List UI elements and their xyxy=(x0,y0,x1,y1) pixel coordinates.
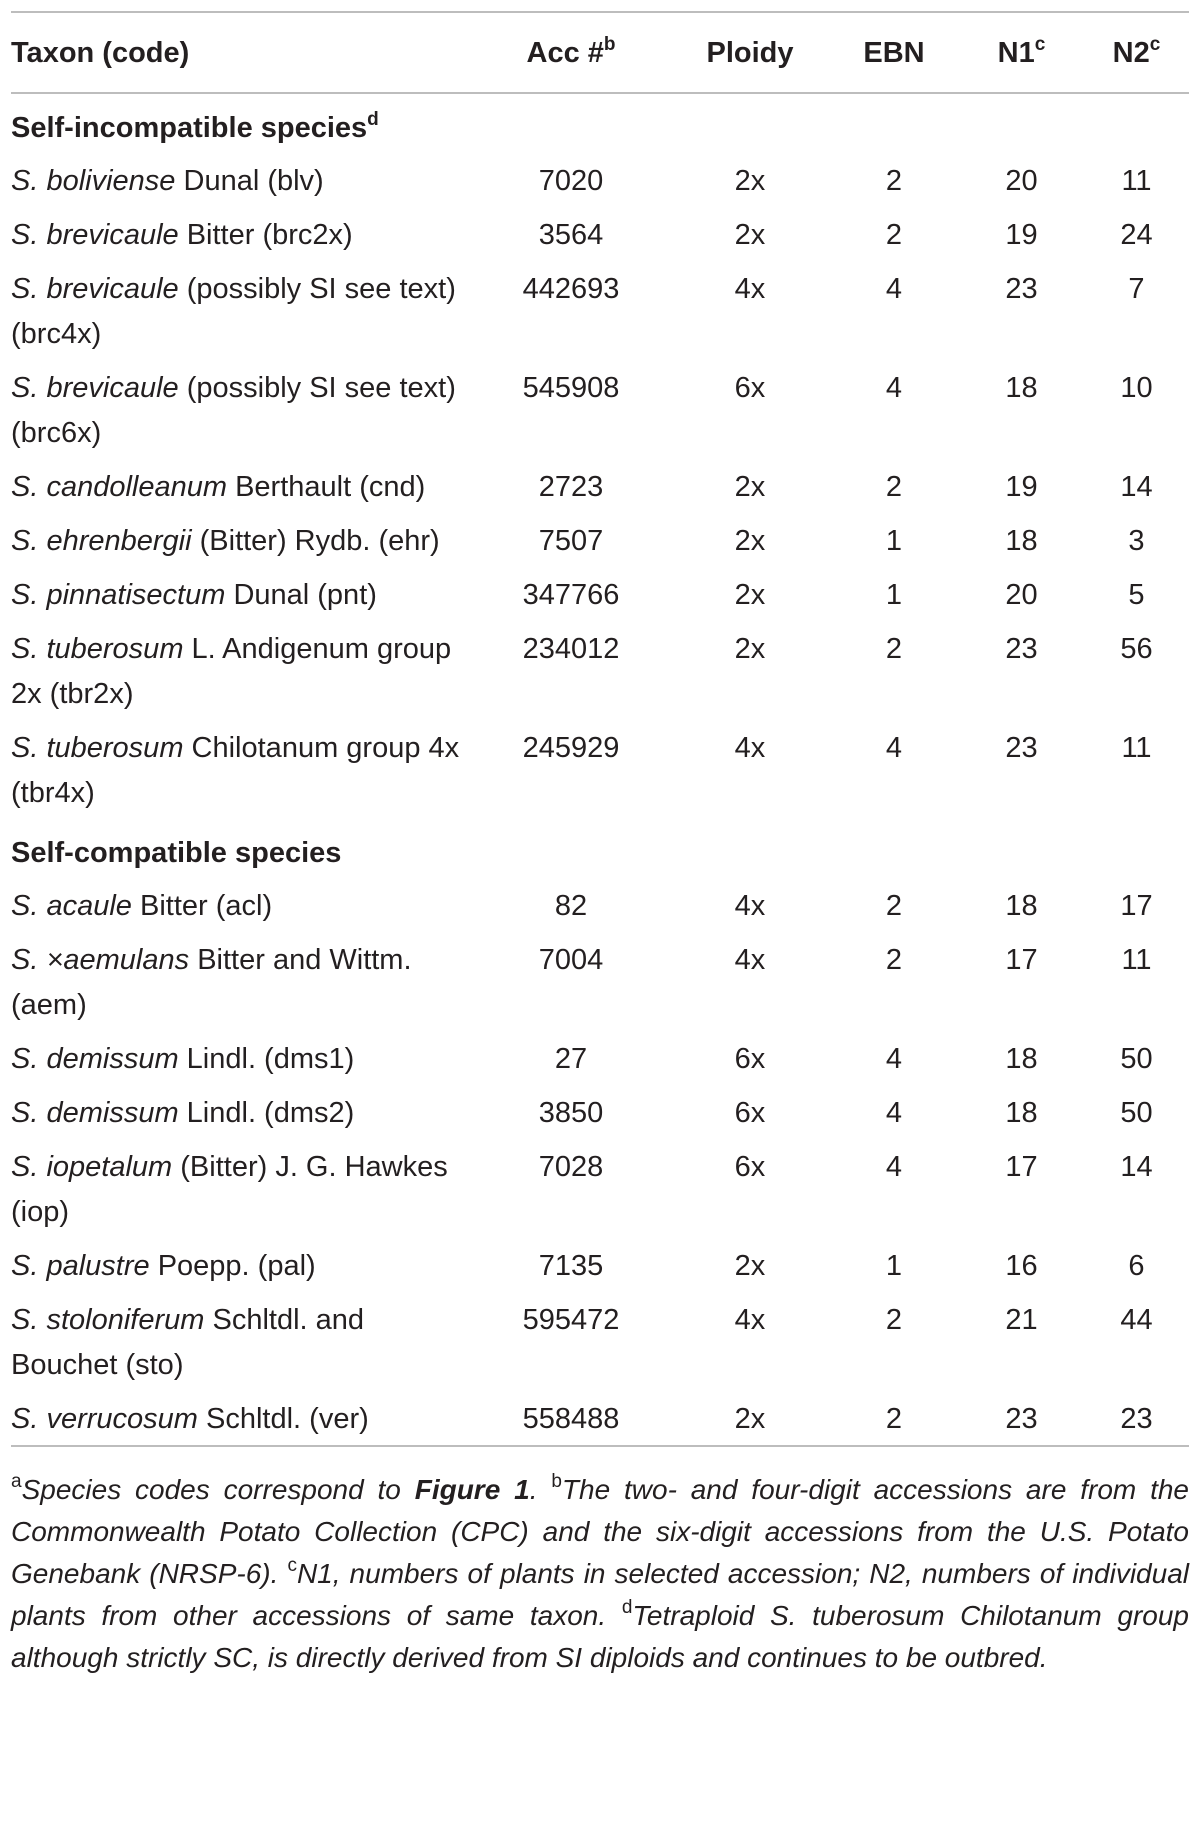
cell-ebn: 2 xyxy=(885,219,903,251)
cell-taxon xyxy=(11,1031,471,1085)
header-taxon: Taxon (code) xyxy=(11,36,190,69)
cell-ebn: 2 xyxy=(885,165,903,197)
section-header-row xyxy=(11,819,1189,878)
table-row xyxy=(11,459,1189,513)
cell-taxon xyxy=(11,1238,471,1292)
table-row xyxy=(11,1031,1189,1085)
cell-ploidy: 2x xyxy=(734,633,766,665)
cell-ploidy: 4x xyxy=(734,890,766,922)
cell-acc: 558488 xyxy=(522,1403,620,1435)
cell-ebn: 2 xyxy=(885,944,903,976)
cell-n1: 20 xyxy=(1005,579,1038,611)
cell-n2: 50 xyxy=(1120,1097,1153,1129)
table-row xyxy=(11,261,1189,360)
cell-acc: 545908 xyxy=(522,372,620,404)
taxon-authority-code: Dunal (blv) xyxy=(175,165,324,197)
cell-acc: 3850 xyxy=(538,1097,604,1129)
header-acc: Acc #$^b$ xyxy=(526,33,616,69)
species-name: S. brevicaule xyxy=(11,372,179,404)
cell-taxon xyxy=(11,459,471,513)
footnote-a-mark: a xyxy=(11,1471,22,1492)
taxon-authority-code: Bitter and Wittm. (aem) xyxy=(11,944,412,1021)
cell-n1: 20 xyxy=(1005,165,1038,197)
species-name: S. acaule xyxy=(11,890,132,922)
cell-n2: 7 xyxy=(1128,273,1145,305)
cell-n2: 14 xyxy=(1120,1151,1153,1183)
cell-n2: 11 xyxy=(1121,732,1152,764)
header-ebn: EBN xyxy=(863,36,925,69)
species-name: S. iopetalum xyxy=(11,1151,173,1183)
taxon-authority-code: Poepp. (pal) xyxy=(149,1250,316,1282)
cell-taxon xyxy=(11,932,471,1031)
table-row xyxy=(11,513,1189,567)
cell-n2: 6 xyxy=(1128,1250,1145,1282)
cell-n2: 11 xyxy=(1121,944,1152,976)
table-body xyxy=(11,94,1189,1445)
cell-ebn: 4 xyxy=(885,273,903,305)
species-name: S. palustre xyxy=(11,1250,150,1282)
cell-taxon xyxy=(11,720,471,819)
cell-acc: 82 xyxy=(554,890,588,922)
cell-n1: 23 xyxy=(1005,1403,1038,1435)
cell-ploidy: 6x xyxy=(734,1043,766,1075)
species-name: S. verrucosum xyxy=(11,1403,198,1435)
cell-n2: 5 xyxy=(1128,579,1145,611)
taxon-authority-code: L. Andigenum group 2x (tbr2x) xyxy=(11,633,452,710)
taxon-authority-code: (possibly SI see text) (brc6x) xyxy=(11,372,456,449)
cell-ebn: 2 xyxy=(885,471,903,503)
cell-ploidy: 2x xyxy=(734,579,766,611)
cell-acc: 2723 xyxy=(538,471,604,503)
table-row xyxy=(11,1238,1189,1292)
cell-taxon xyxy=(11,1292,471,1391)
cell-acc: 7020 xyxy=(538,165,604,197)
cell-taxon xyxy=(11,1085,471,1139)
cell-acc: 7135 xyxy=(538,1250,604,1282)
cell-acc: 245929 xyxy=(522,732,620,764)
cell-taxon xyxy=(11,261,471,360)
cell-n1: 18 xyxy=(1005,1043,1038,1075)
cell-taxon xyxy=(11,567,471,621)
cell-acc: 595472 xyxy=(522,1304,620,1336)
cell-n1: 18 xyxy=(1005,890,1038,922)
cell-n2: 10 xyxy=(1120,372,1153,404)
taxon-authority-code: (Bitter) J. G. Hawkes (iop) xyxy=(11,1151,448,1228)
cell-n2: 44 xyxy=(1120,1304,1153,1336)
cell-ebn: 4 xyxy=(885,1097,903,1129)
cell-ebn: 4 xyxy=(885,1043,903,1075)
cell-ebn: 1 xyxy=(885,1250,903,1282)
cell-ebn: 2 xyxy=(885,1403,903,1435)
taxon-authority-code: Schltdl. and Bouchet (sto) xyxy=(11,1304,365,1381)
table-row xyxy=(11,932,1189,1031)
cell-acc: 3564 xyxy=(538,219,604,251)
cell-taxon xyxy=(11,878,471,932)
section-title-text: Self-incompatible species xyxy=(11,112,368,144)
species-name: S. candolleanum xyxy=(11,471,228,503)
cell-n1: 19 xyxy=(1005,471,1038,503)
header-n2: N2$^c$ xyxy=(1112,33,1161,69)
cell-n2: 3 xyxy=(1128,525,1145,557)
cell-n1: 23 xyxy=(1005,633,1038,665)
cell-ploidy: 2x xyxy=(734,219,766,251)
cell-acc: 7028 xyxy=(538,1151,604,1183)
cell-ploidy: 2x xyxy=(734,1250,766,1282)
section-title xyxy=(11,819,1189,878)
cell-ploidy: 4x xyxy=(734,732,766,764)
section-header-row xyxy=(11,94,1189,153)
cell-acc: 7507 xyxy=(538,525,604,557)
species-name: S. pinnatisectum xyxy=(11,579,226,611)
cell-acc: 27 xyxy=(554,1043,588,1075)
cell-ploidy: 2x xyxy=(734,1403,766,1435)
cell-n1: 19 xyxy=(1005,219,1038,251)
species-name: S. ×aemulans xyxy=(11,944,190,976)
cell-ebn: 2 xyxy=(885,890,903,922)
cell-ebn: 4 xyxy=(885,372,903,404)
species-name: S. tuberosum xyxy=(11,633,184,665)
cell-n1: 17 xyxy=(1005,1151,1038,1183)
cell-ploidy: 6x xyxy=(734,1151,766,1183)
cell-ploidy: 2x xyxy=(734,525,766,557)
taxon-authority-code: Dunal (pnt) xyxy=(225,579,377,611)
cell-ploidy: 6x xyxy=(734,372,766,404)
cell-n1: 16 xyxy=(1005,1250,1038,1282)
section-title xyxy=(11,94,1189,153)
species-name: S. demissum xyxy=(11,1043,179,1075)
cell-n1: 17 xyxy=(1005,944,1038,976)
table-row xyxy=(11,621,1189,720)
cell-acc: 347766 xyxy=(522,579,620,611)
cell-ploidy: 4x xyxy=(734,944,766,976)
species-name: S. tuberosum xyxy=(11,732,184,764)
cell-n1: 18 xyxy=(1005,372,1038,404)
cell-ploidy: 2x xyxy=(734,165,766,197)
cell-ebn: 4 xyxy=(885,1151,903,1183)
cell-n2: 50 xyxy=(1120,1043,1153,1075)
section-title-footnote-mark: d xyxy=(367,109,379,130)
table-row xyxy=(11,878,1189,932)
table-row xyxy=(11,567,1189,621)
taxon-authority-code: Lindl. (dms1) xyxy=(178,1043,355,1075)
table-row xyxy=(11,360,1189,459)
table-row xyxy=(11,207,1189,261)
footnote-c-text: N1, numbers of plants in selected accession; N2, numbers of individual plants from other accessions of same taxon. xyxy=(11,1558,1189,1631)
table-row xyxy=(11,720,1189,819)
cell-n2: 24 xyxy=(1120,219,1153,251)
taxon-authority-code: Lindl. (dms2) xyxy=(178,1097,355,1129)
table-header-row xyxy=(11,13,1189,92)
cell-ebn: 1 xyxy=(885,579,903,611)
taxon-authority-code: Schltdl. (ver) xyxy=(197,1403,369,1435)
table-row xyxy=(11,1391,1189,1445)
cell-acc: 442693 xyxy=(522,273,620,305)
taxon-authority-code: Berthault (cnd) xyxy=(227,471,426,503)
section-title-text: Self-compatible species xyxy=(11,837,342,869)
cell-ebn: 1 xyxy=(885,525,903,557)
footnote-a-figure-ref: Figure 1 xyxy=(414,1474,530,1505)
taxon-authority-code: Bitter (brc2x) xyxy=(178,219,353,251)
species-name: S. stoloniferum xyxy=(11,1304,205,1336)
cell-n1: 18 xyxy=(1005,1097,1038,1129)
header-ploidy: Ploidy xyxy=(706,36,794,69)
cell-n2: 17 xyxy=(1120,890,1153,922)
footnote-b-mark: b xyxy=(551,1471,562,1492)
species-name: S. ehrenbergii xyxy=(11,525,192,557)
cell-n1: 23 xyxy=(1005,273,1038,305)
table-row xyxy=(11,1292,1189,1391)
cell-ploidy: 4x xyxy=(734,273,766,305)
cell-n1: 18 xyxy=(1005,525,1038,557)
taxon-authority-code: (Bitter) Rydb. (ehr) xyxy=(191,525,440,557)
cell-ploidy: 4x xyxy=(734,1304,766,1336)
footnote-d-mark: d xyxy=(621,1597,633,1618)
cell-ebn: 2 xyxy=(885,1304,903,1336)
table-bottom-rule xyxy=(11,1445,1189,1447)
cell-taxon xyxy=(11,1139,471,1238)
table-footnotes xyxy=(11,1469,1189,1679)
taxon-authority-code: Chilotanum group 4x (tbr4x) xyxy=(11,732,460,809)
species-name: S. demissum xyxy=(11,1097,179,1129)
cell-ploidy: 2x xyxy=(734,471,766,503)
cell-ebn: 4 xyxy=(885,732,903,764)
cell-n2: 56 xyxy=(1120,633,1153,665)
header-n1: N1$^c$ xyxy=(997,33,1046,69)
table-container xyxy=(11,11,1189,1679)
cell-acc: 234012 xyxy=(522,633,620,665)
species-name: S. brevicaule xyxy=(11,273,179,305)
cell-acc: 7004 xyxy=(538,944,604,976)
table-row xyxy=(11,153,1189,207)
cell-n2: 14 xyxy=(1120,471,1153,503)
cell-taxon xyxy=(11,207,471,261)
cell-taxon xyxy=(11,153,471,207)
cell-n2: 23 xyxy=(1120,1403,1153,1435)
cell-n2: 11 xyxy=(1121,165,1152,197)
cell-taxon xyxy=(11,360,471,459)
table-row xyxy=(11,1085,1189,1139)
cell-taxon xyxy=(11,1391,471,1445)
cell-ploidy: 6x xyxy=(734,1097,766,1129)
footnote-c-mark: c xyxy=(287,1555,297,1576)
species-name: S. boliviense xyxy=(11,165,176,197)
cell-n1: 21 xyxy=(1005,1304,1038,1336)
footnote-b-text: The two- and four-digit accessions are from the Commonwealth Potato Collection (CPC) and the six-digit accessions from the U.S. Potato Genebank (NRSP-6). xyxy=(11,1474,1189,1589)
cell-taxon xyxy=(11,621,471,720)
cell-ebn: 2 xyxy=(885,633,903,665)
cell-n1: 23 xyxy=(1005,732,1038,764)
footnote-d-text: Tetraploid S. tuberosum Chilotanum group although strictly SC, is directly derived from SI diploids and continues to be outbred. xyxy=(11,1600,1189,1673)
species-name: S. brevicaule xyxy=(11,219,179,251)
taxon-table xyxy=(11,13,1189,1445)
table-row xyxy=(11,1139,1189,1238)
taxon-authority-code: (possibly SI see text) (brc4x) xyxy=(11,273,456,350)
footnote-a-text-pre: Species codes correspond to xyxy=(21,1474,415,1505)
taxon-authority-code: Bitter (acl) xyxy=(131,890,273,922)
footnote-a-text-post: . xyxy=(529,1474,552,1505)
cell-taxon xyxy=(11,513,471,567)
